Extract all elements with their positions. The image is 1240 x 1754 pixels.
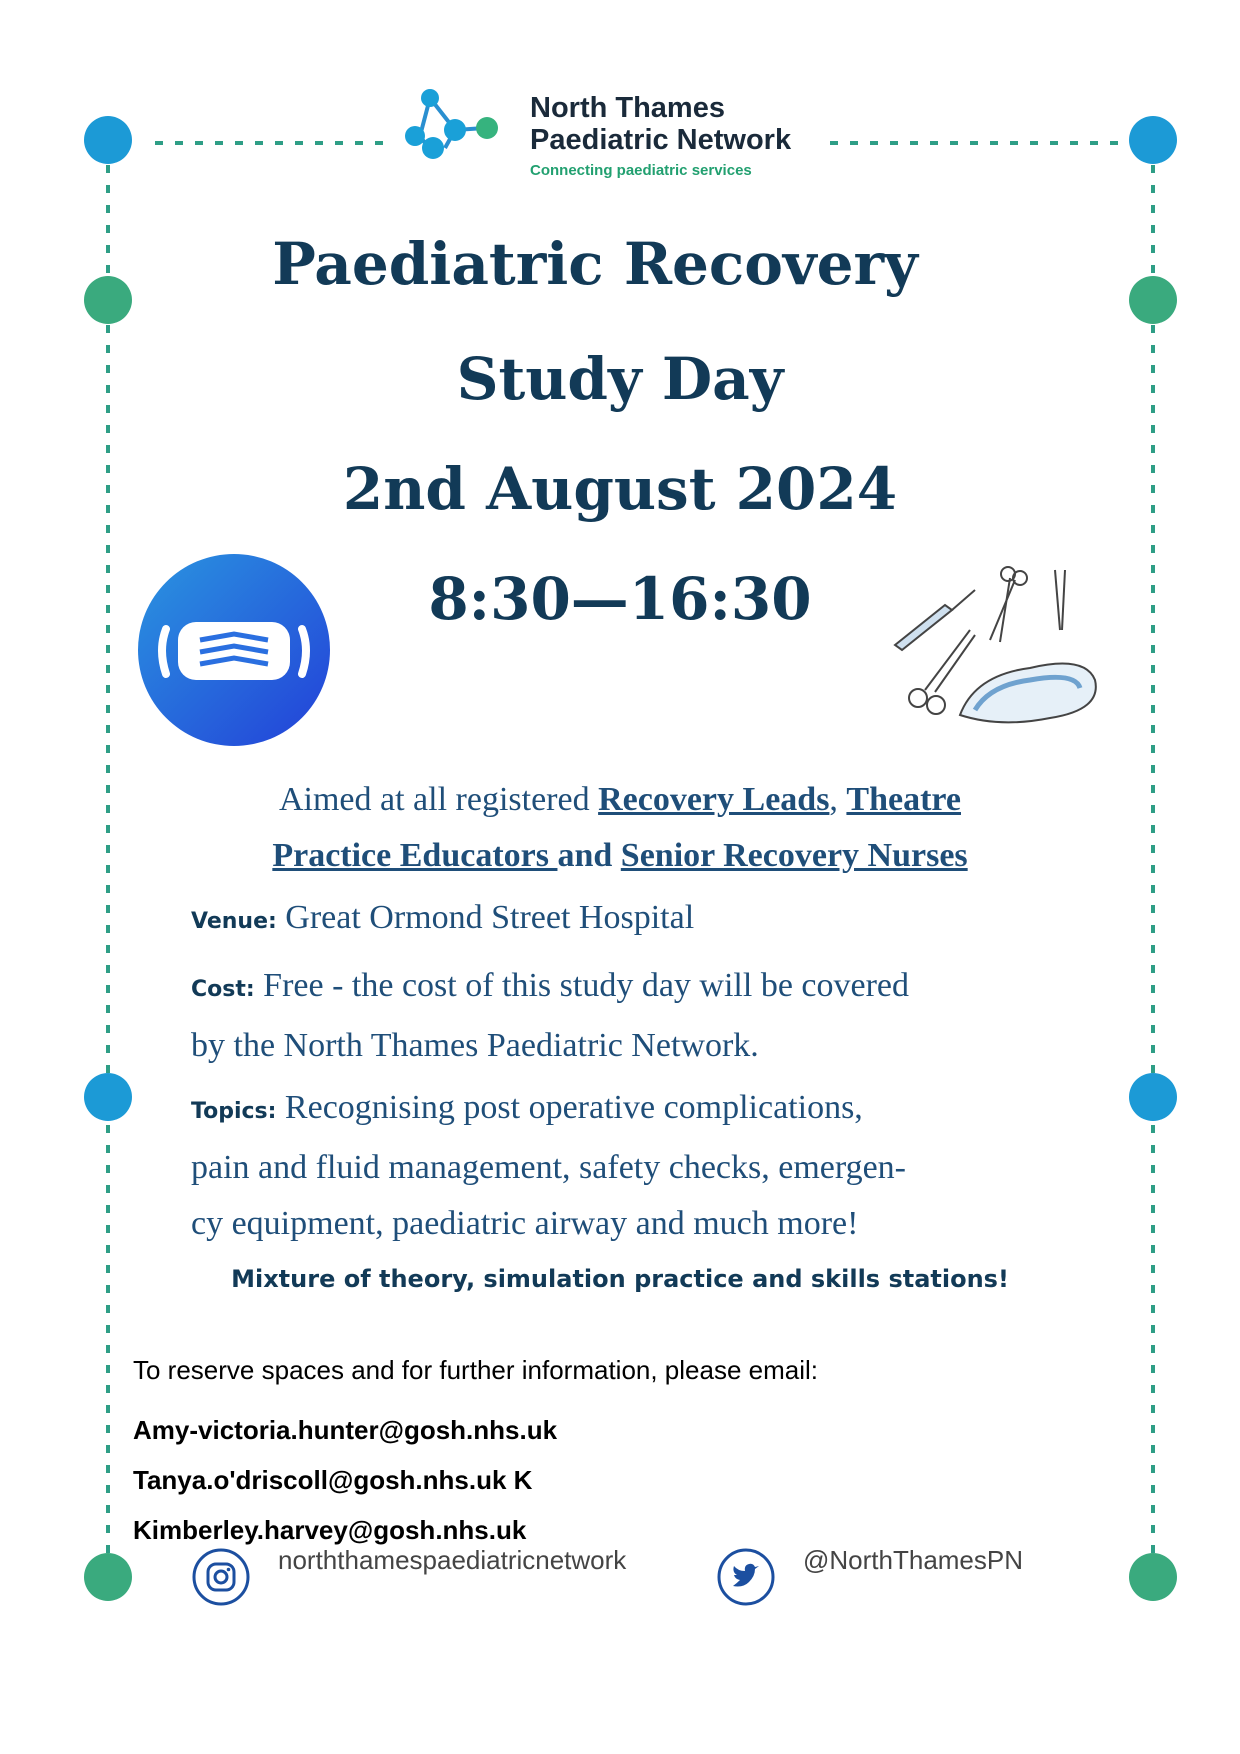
- cost-block: [191, 958, 1091, 1074]
- twitter-handle[interactable]: @NorthThamesPN: [803, 1545, 1024, 1575]
- face-mask-badge: [138, 554, 330, 746]
- venue-label: Venue:: [191, 909, 277, 934]
- event-time: 8:30—16:30: [428, 565, 812, 633]
- topics-line1: Recognising post operative complications,: [276, 1089, 863, 1126]
- event-title-line2: Study Day: [456, 345, 784, 413]
- org-name-line2: Paediatric Network: [530, 124, 792, 156]
- audience-sep2: and: [557, 837, 621, 874]
- role-senior-recovery-nurses: Senior Recovery Nurses: [620, 837, 968, 874]
- event-title-line1: Paediatric Recovery: [272, 230, 918, 298]
- contact-intro: To reserve spaces and for further information, please email:: [133, 1355, 819, 1385]
- topics-label: Topics:: [191, 1099, 277, 1124]
- audience-sep1: ,: [829, 781, 847, 818]
- event-date: 2nd August 2024: [342, 455, 898, 523]
- role-practice-educators: Practice Educators: [272, 837, 558, 874]
- instagram-icon[interactable]: [192, 1548, 250, 1606]
- audience-prefix: Aimed at all registered: [278, 781, 599, 818]
- topics-block: [191, 1080, 1091, 1252]
- instagram-handle[interactable]: norththamespaediatricnetwork: [278, 1545, 627, 1575]
- face-mask-icon: [138, 554, 330, 746]
- role-theatre: Theatre: [846, 781, 961, 818]
- twitter-icon[interactable]: [717, 1548, 775, 1606]
- venue-line: [191, 890, 1091, 950]
- format-note: Mixture of theory, simulation practice and skills stations!: [231, 1265, 1009, 1293]
- cost-value-line1: Free - the cost of this study day will be covered: [254, 967, 910, 1004]
- venue-value: Great Ormond Street Hospital: [276, 899, 695, 936]
- topics-line2: pain and fluid management, safety checks, emergen-: [191, 1149, 906, 1186]
- cost-value-line2: by the North Thames Paediatric Network.: [191, 1027, 759, 1064]
- role-recovery-leads: Recovery Leads: [598, 781, 830, 818]
- org-tagline: Connecting paediatric services: [530, 162, 752, 179]
- topics-line3: cy equipment, paediatric airway and much more!: [191, 1205, 859, 1242]
- email-link[interactable]: Amy-victoria.hunter@gosh.nhs.uk: [133, 1415, 558, 1445]
- cost-label: Cost:: [191, 977, 255, 1002]
- email-link[interactable]: Tanya.o'driscoll@gosh.nhs.uk K: [133, 1465, 533, 1495]
- surgical-instruments-icon: [880, 560, 1120, 740]
- email-link[interactable]: Kimberley.harvey@gosh.nhs.uk: [133, 1515, 527, 1545]
- audience-statement: [200, 772, 1040, 884]
- org-name-line1: North Thames: [530, 92, 725, 124]
